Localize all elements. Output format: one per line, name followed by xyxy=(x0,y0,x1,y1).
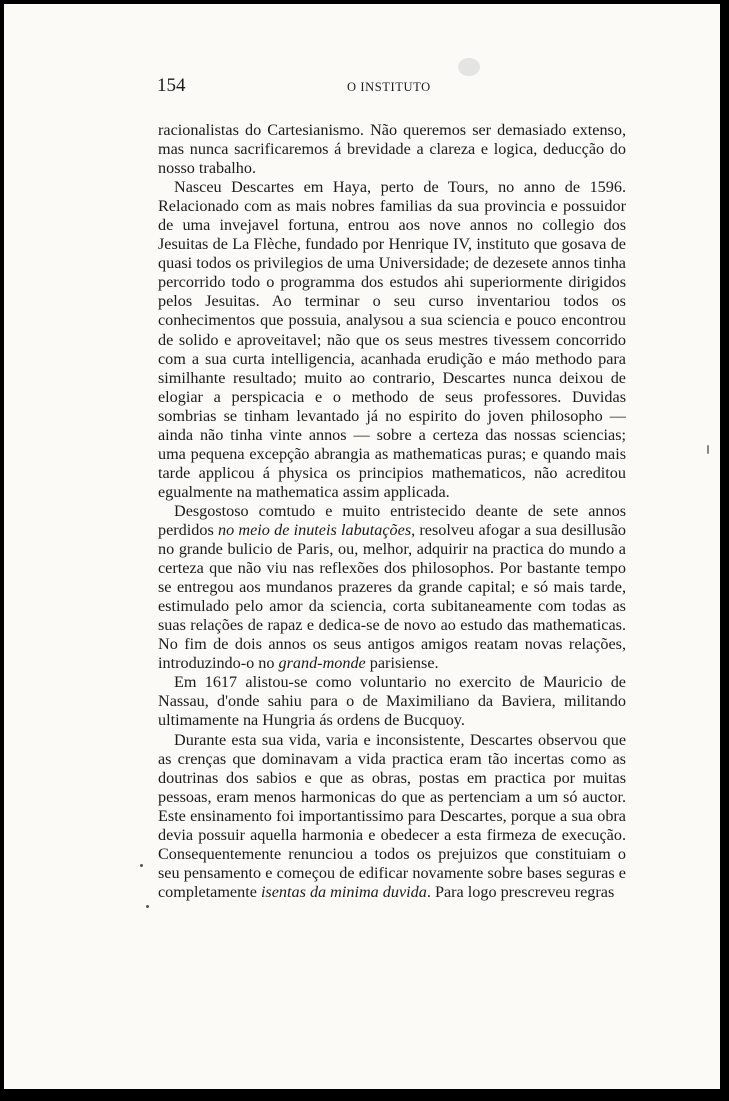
paragraph: Desgostoso comtudo e muito entristecido deante de sete annos perdidos no meio de inuteis labutações, resolveu afogar a sua desillusão no grande bulicio de Paris, ou, melhor, adquirir na practica do mundo a certeza que não viu nas reflexões dos philosophos. Por bastante tempo se entregou aos mundanos prazeres da grande capital; e só mais tarde, estimulado pelo amor da sciencia, corta subitaneamente com todas as suas relações de rapaz e dedica-se de novo ao estudo das mathematicas. No fim de dois annos os seus antigos amigos reatam novas relações, introduzindo-o no grand-monde parisiense. xyxy=(158,501,627,673)
scan-border-left xyxy=(0,0,4,1101)
page-number: 154 xyxy=(157,75,186,96)
scan-border-bottom xyxy=(0,1089,729,1101)
paragraph: Nasceu Descartes em Haya, perto de Tours, no anno de 1596. Relacionado com as mais nobres familias da sua provincia e possuidor de uma invejavel fortuna, entrou aos nove annos no collegio dos Jesuitas de La Flèche, fundado por Henrique IV, instituto que gosava de quasi todos os privilegios de uma Universidade; de dezesete annos tinha percorrido todo o programma dos estudos ahi superiormente dirigidos pelos Jesuitas. Ao terminar o seu curso inventariou todos os conhecimentos que possuia, analysou a sua sciencia e pouco encontrou de solido e aproveitavel; não que os seus mestres tivessem concorrido com a sua curta intelligencia, acanhada erudição e máo methodo para similhante resultado; muito ao contrario, Descartes nunca deixou de elogiar a perspicacia e o methodo de seus professores. Duvidas sombrias se tinham levantado já no espirito do joven philosopho — ainda não tinha vinte annos — sobre a certeza das nossas sciencias; uma pequena excepção abrangia as mathematicas puras; e quando mais tarde applicou á physica os principios mathematicos, não acreditou egualmente na mathematica assim applicada. xyxy=(158,178,626,501)
page-header xyxy=(157,75,627,101)
paragraph: racionalistas do Cartesianismo. Não queremos ser demasiado extenso, mas nunca sacrificaremos á brevidade a clareza e logica, deducção do nosso trabalho. xyxy=(158,121,626,178)
italic-phrase: grand-monde xyxy=(278,654,366,673)
paper-speck xyxy=(458,58,480,76)
paragraph: Durante esta sua vida, varia e inconsistente, Descartes observou que as crenças que dominavam a vida practica eram tão incertas como as doutrinas dos sabios e que as obras, postas em practica por muitas pessoas, eram menos harmonicas do que as pertenciam a um só auctor. Este ensinamento foi importantissimo para Descartes, porque a sua obra devia possuir aquella harmonia e obedecer a esta firmeza de execução. Consequentemente renunciou a todos os prejuizos que constituiam o seu pensamento e começou de edificar novamente sobre bases seguras e completamente isentas da minima duvida. Para logo prescreveu regras xyxy=(158,730,626,901)
scan-border-top xyxy=(0,0,729,4)
italic-phrase: no meio de inuteis labutações xyxy=(217,520,412,539)
paper-speck xyxy=(707,445,709,454)
paragraph: Em 1617 alistou-se como voluntario no exercito de Mauricio de Nassau, d'onde sahiu para o de Maximiliano da Baviera, militando ultimamente na Hungria ás ordens de Bucquoy. xyxy=(158,673,626,730)
paper-speck xyxy=(140,864,143,867)
running-title: O INSTITUTO xyxy=(347,80,431,94)
body-text xyxy=(158,121,626,902)
scan-border-right xyxy=(720,0,729,1101)
italic-phrase: isentas da minima duvida xyxy=(260,882,427,901)
paper-speck xyxy=(146,905,149,908)
